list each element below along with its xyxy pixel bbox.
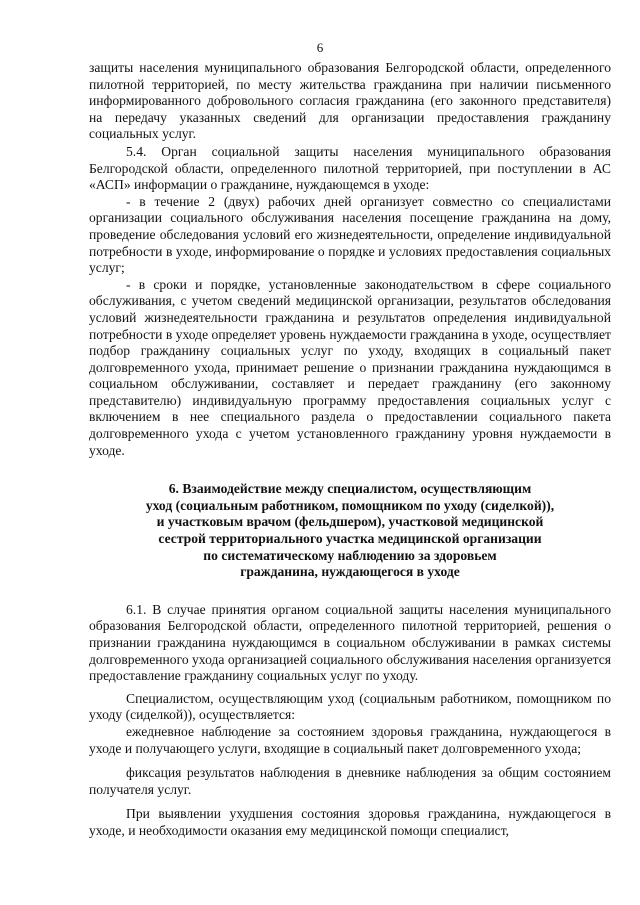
section-6-heading: [89, 481, 611, 581]
page-number: 6: [316, 40, 324, 55]
paragraph-continuation: защиты населения муниципального образования Белгородской области, определенного пилотной территорией, по месту жительства гражданина при наличии письменного информированного добровольного согласия гражданина (его законного представителя) на передачу указанных сведений для организации предоставления гражданину социальных услуг.: [89, 60, 611, 142]
list-item-visit: - в течение 2 (двух) рабочих дней организует совместно со специалистами организации социального обслуживания населения посещение гражданина на дому, проведение обследования условий его жизнедеятельности, определение индивидуальной потребности в уходе, информирование о порядке и условиях предоставления социальных услуг;: [89, 193, 611, 276]
heading-line: по систематическому наблюдению за здоровьем: [203, 547, 497, 563]
list-item-daily-observation: ежедневное наблюдение за состоянием здоровья гражданина, нуждающегося в уходе и получающего услуги, входящие в социальный пакет долговременного ухода;: [89, 723, 611, 756]
list-item-diary: фиксация результатов наблюдения в дневнике наблюдения за общим состоянием получателя услуг.: [89, 765, 611, 797]
heading-line: и участковым врачом (фельдшером), участковой медицинской: [156, 514, 544, 530]
heading-line: 6. Взаимодействие между специалистом, осуществляющим: [168, 481, 532, 497]
heading-line: гражданина, нуждающегося в уходе: [240, 564, 460, 580]
document-body: [89, 60, 611, 840]
heading-line: уход (социальным работником, помощником по уходу (сиделкой)),: [145, 497, 555, 513]
paragraph-specialist: Специалистом, осуществляющим уход (социальным работником, помощником по уходу (сиделкой)), осуществляется:: [89, 690, 611, 723]
heading-line: сестрой территориального участка медицинской организации: [158, 531, 542, 547]
list-item-assessment: - в сроки и порядке, установленные законодательством в сфере социального обслуживания, с учетом сведений медицинской организации, результатов обследования условий жизнедеятельности гражданина и результатов определения индивидуальной потребности в уходе определяет уровень нуждаемости гражданина в уходе, осуществляет подбор гражданину социальных услуг по уходу, входящих в социальный пакет долговременного ухода, принимает решение о признании гражданина нуждающимся в социальном обслуживании, составляет и передает гражданину (его законному представителю) индивидуальную программу предоставления социальных услуг с включением в нее специального раздела о предоставлении социального пакета долговременного ухода с учетом установленного гражданину уровня нуждаемости в уходе.: [89, 276, 611, 458]
paragraph-5-4: 5.4. Орган социальной защиты населения муниципального образования Белгородской области, определенного пилотной территорией, при поступлении в АС «АСП» информации о гражданине, нуждающемся в уходе:: [89, 143, 611, 193]
paragraph-6-1: 6.1. В случае принятия органом социальной защиты населения муниципального образования Белгородской области, определенного пилотной территорией, решения о признании гражданина нуждающимся в социальном обслуживании в рамках системы долговременного ухода организацией социального обслуживания населения организуется предоставление гражданину социальных услуг по уходу.: [89, 601, 612, 684]
paragraph-deterioration: При выявлении ухудшения состояния здоровья гражданина, нуждающегося в уходе, и необходимости оказания ему медицинской помощи специалист,: [89, 806, 611, 838]
